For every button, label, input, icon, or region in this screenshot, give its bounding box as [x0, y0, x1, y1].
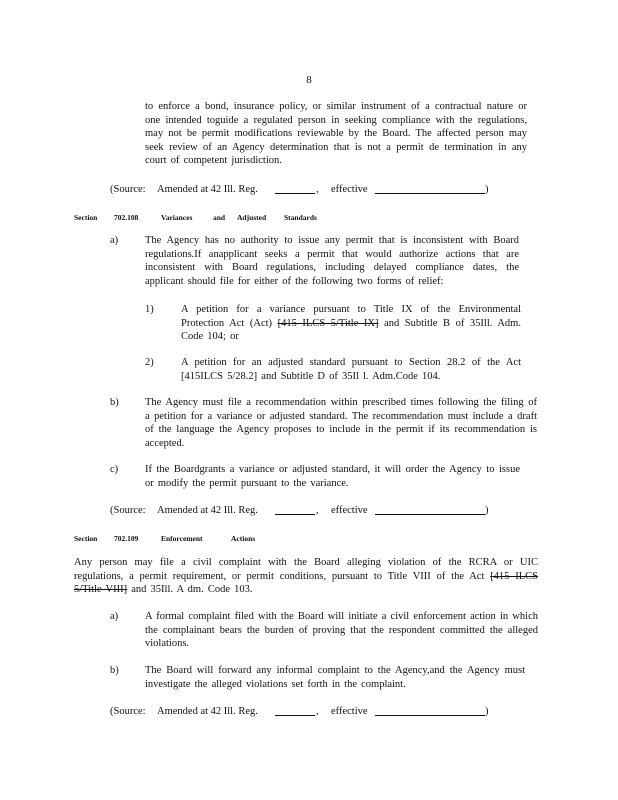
- subitem-1-text-a: A petition for a variance pursuant to Title IX of the Environmental Protection Act (Act): [181, 304, 521, 329]
- item-b-text: The Agency must file a recommendation within prescribed times following the filing of a petition for a variance or adjusted standard. The recommendation must include a draft of the language the Agency proposes to include in the permit if its recommendation is accepted.: [145, 397, 537, 449]
- effective-date-blank: [375, 705, 485, 716]
- subitem-1-label: 1): [145, 304, 154, 315]
- section-word: Section: [74, 213, 98, 222]
- section-title-word: Enforcement: [161, 534, 203, 543]
- enforcement-item-a-label: a): [110, 611, 119, 622]
- source-comma: ,: [316, 505, 319, 516]
- enforcement-text-a: Any person may file a civil complaint with the Board alleging violation of the RCRA or UIC regulations, a permit requirement, or permit conditions, pursuant to Title VIII of the Act: [74, 557, 538, 582]
- subitem-1-text-b: and Subtitle B of 35Ill. Adm. Code 104; or: [181, 317, 521, 342]
- section-title-word: Standards: [284, 213, 317, 222]
- source-effective: effective: [331, 505, 368, 516]
- item-a-text: The Agency has no authority to issue any permit that is inconsistent with Board regulations.If anapplicant seeks a permit that would authorize actions that are inconsistent with Board regulations, including delayed compliance dates, the applicant should file for either of the following two forms of relief:: [145, 235, 519, 287]
- source-open: (Source:: [110, 706, 146, 717]
- subitem-1-text: [181, 303, 521, 344]
- section-word: Section: [74, 534, 98, 543]
- source-comma: ,: [316, 184, 319, 195]
- section-title-word: and: [213, 213, 226, 222]
- page-number: 8: [306, 74, 312, 86]
- source-amended: Amended at 42 Ill. Reg.: [157, 184, 258, 195]
- source-open: (Source:: [110, 505, 146, 516]
- intro-paragraph: to enforce a bond, insurance policy, or similar instrument of a contractual nature or one intended toguide a regulated person in seeking compliance with the regulations, may not be permit modifications reviewable by the Board. The affected person may seek review of an Agency determination that is not a permit de termination in any court of competent jurisdiction.: [145, 101, 527, 166]
- enforcement-item-b-label: b): [110, 665, 119, 676]
- register-blank: [275, 183, 315, 194]
- source-open: (Source:: [110, 184, 146, 195]
- deleted-citation: [415 ILCS 5/Title IX]: [277, 317, 379, 329]
- item-b-label: b): [110, 397, 119, 408]
- source-amended: Amended at 42 Ill. Reg.: [157, 706, 258, 717]
- deleted-citation: [415 ILCS 5/Title VIII]: [74, 570, 538, 595]
- section-title-word: Adjusted: [237, 213, 267, 222]
- item-a-label: a): [110, 235, 119, 246]
- source-effective: effective: [331, 184, 368, 195]
- section-heading-702-109: [74, 532, 374, 544]
- source-close: ): [485, 706, 489, 717]
- subitem-2-text: A petition for an adjusted standard pursuant to Section 28.2 of the Act [415ILCS 5/28.2] and Subtitle D of 35Il l. Adm.Code 104.: [181, 357, 521, 382]
- effective-date-blank: [375, 183, 485, 194]
- source-close: ): [485, 184, 489, 195]
- effective-date-blank: [375, 504, 485, 515]
- subitem-2-label: 2): [145, 357, 154, 368]
- item-c-label: c): [110, 464, 119, 475]
- register-blank: [275, 504, 315, 515]
- source-close: ): [485, 505, 489, 516]
- section-title-word: Variances: [161, 213, 193, 222]
- source-comma: ,: [316, 706, 319, 717]
- register-blank: [275, 705, 315, 716]
- section-heading-702-108: [74, 211, 374, 223]
- section-title-word: Actions: [231, 534, 256, 543]
- section-number: 702.108: [114, 213, 139, 222]
- section-number: 702.109: [114, 534, 139, 543]
- enforcement-paragraph: [74, 556, 538, 597]
- source-effective: effective: [331, 706, 368, 717]
- enforcement-item-b-text: The Board will forward any informal complaint to the Agency,and the Agency must investigate the alleged violations set forth in the complaint.: [145, 665, 525, 690]
- enforcement-text-b: and 35Ill. A dm. Code 103.: [127, 584, 253, 595]
- source-amended: Amended at 42 Ill. Reg.: [157, 505, 258, 516]
- item-c-text: If the Boardgrants a variance or adjusted standard, it will order the Agency to issue or modify the permit pursuant to the variance.: [145, 464, 520, 489]
- enforcement-item-a-text: A formal complaint filed with the Board will initiate a civil enforcement action in which the complainant bears the burden of proving that the respondent committed the alleged violations.: [145, 611, 538, 649]
